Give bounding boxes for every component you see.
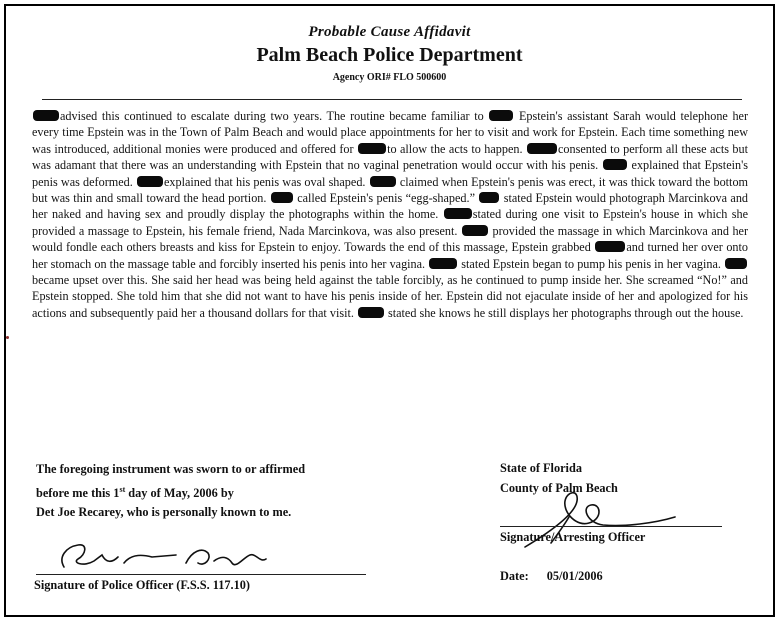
narrative-text: stated during one visit to Epstein's house in which she provided a massage to Epstein, his female friend, Nada Marcinkova, was also present. — [32, 207, 748, 238]
redaction-bar — [725, 258, 747, 269]
header-divider — [42, 99, 742, 100]
narrative-text: stated she knows he still displays her photographs through out the house. — [387, 305, 744, 320]
narrative-text: Epstein's assistant Sarah would telephone her every time Epstein was in the Town of Palm Beach and would place appointments for her to visit and work for Epstein. Each time something new was introduced, additional monies were produced and offered for — [32, 109, 749, 156]
redaction-bar — [33, 110, 59, 121]
narrative-text: advised this continued to escalate during two years. The routine became familiar to — [60, 109, 484, 123]
redaction-bar — [603, 159, 627, 170]
narrative-text: explained that Epstein's penis was deformed. — [32, 158, 749, 189]
redaction-bar — [137, 176, 163, 187]
narrative-text: and turned her over onto her stomach on the massage table and forcibly inserted his penis into her vagina. — [32, 240, 748, 271]
oath-statement — [36, 460, 305, 523]
oath-line-text: before me this 1 — [36, 485, 120, 500]
oath-line — [36, 480, 305, 504]
narrative-text: to allow the acts to happen. — [387, 141, 523, 156]
redaction-bar — [271, 192, 293, 203]
redaction-bar — [479, 192, 499, 203]
redaction-bar — [489, 110, 513, 121]
document-subtitle: Probable Cause Affidavit — [308, 24, 471, 40]
signature-line — [500, 526, 722, 527]
redaction-bar — [527, 143, 557, 154]
redaction-bar — [358, 307, 384, 318]
police-officer-signature-label: Signature of Police Officer (F.S.S. 117.10) — [34, 578, 250, 592]
department-title: Palm Beach Police Department — [256, 44, 523, 66]
redaction-bar — [429, 258, 457, 269]
date-label: Date: — [500, 569, 529, 583]
narrative-text: provided the massage in which Marcinkova and her would fondle each others breasts and kiss for Epstein to enjoy. Towards the end of this massage, Epstein grabbed — [32, 223, 748, 255]
scan-speck — [6, 336, 9, 339]
affidavit-narrative — [32, 108, 748, 321]
narrative-text: claimed when Epstein's penis was erect, it was thick toward the bottom but was thin and small toward the head portion. — [32, 174, 749, 206]
date-field — [500, 569, 603, 584]
redaction-bar — [444, 208, 472, 219]
date-value: 05/01/2006 — [546, 569, 603, 583]
county-label: County of Palm Beach — [500, 481, 618, 495]
agency-ori: Agency ORI# FLO 500600 — [332, 72, 447, 83]
narrative-text: stated Epstein would photograph Marcinkova and her naked and having sex and proudly display the photographs within the home. — [32, 191, 749, 222]
arresting-officer-signature-label: Signature/Arresting Officer — [500, 530, 646, 544]
oath-line-text: day of May, 2006 by — [125, 485, 234, 500]
ordinal-suffix: st — [119, 484, 126, 494]
redaction-bar — [462, 225, 488, 236]
redaction-bar — [370, 176, 396, 187]
redaction-bar — [595, 241, 625, 252]
oath-line: Det Joe Recarey, who is personally known to me. — [36, 505, 292, 520]
redaction-bar — [358, 143, 386, 154]
police-officer-signature — [36, 533, 366, 577]
oath-line: The foregoing instrument was sworn to or affirmed — [36, 462, 306, 476]
narrative-text: consented to perform all these acts but was adamant that there was an understanding with Epstein that no vaginal penetration would occur with his penis. — [32, 141, 748, 173]
signature-line — [36, 574, 366, 575]
narrative-text: called Epstein's penis “egg-shaped.” — [297, 191, 475, 206]
state-label: State of Florida — [500, 461, 582, 475]
narrative-text: became upset over this. She said her head was being held against the table forcibly, as he continued to pump inside her. She screamed “No!” and Epstein stopped. She told him that she did not want to have his penis inside of her. Epstein did not ejaculate inside of her and apologized for his actions and subsequently paid her a thousand dollars for that visit. — [32, 273, 748, 320]
narrative-text: explained that his penis was oval shaped. — [163, 174, 366, 189]
narrative-text: stated Epstein began to pump his penis in her vagina. — [461, 256, 721, 271]
